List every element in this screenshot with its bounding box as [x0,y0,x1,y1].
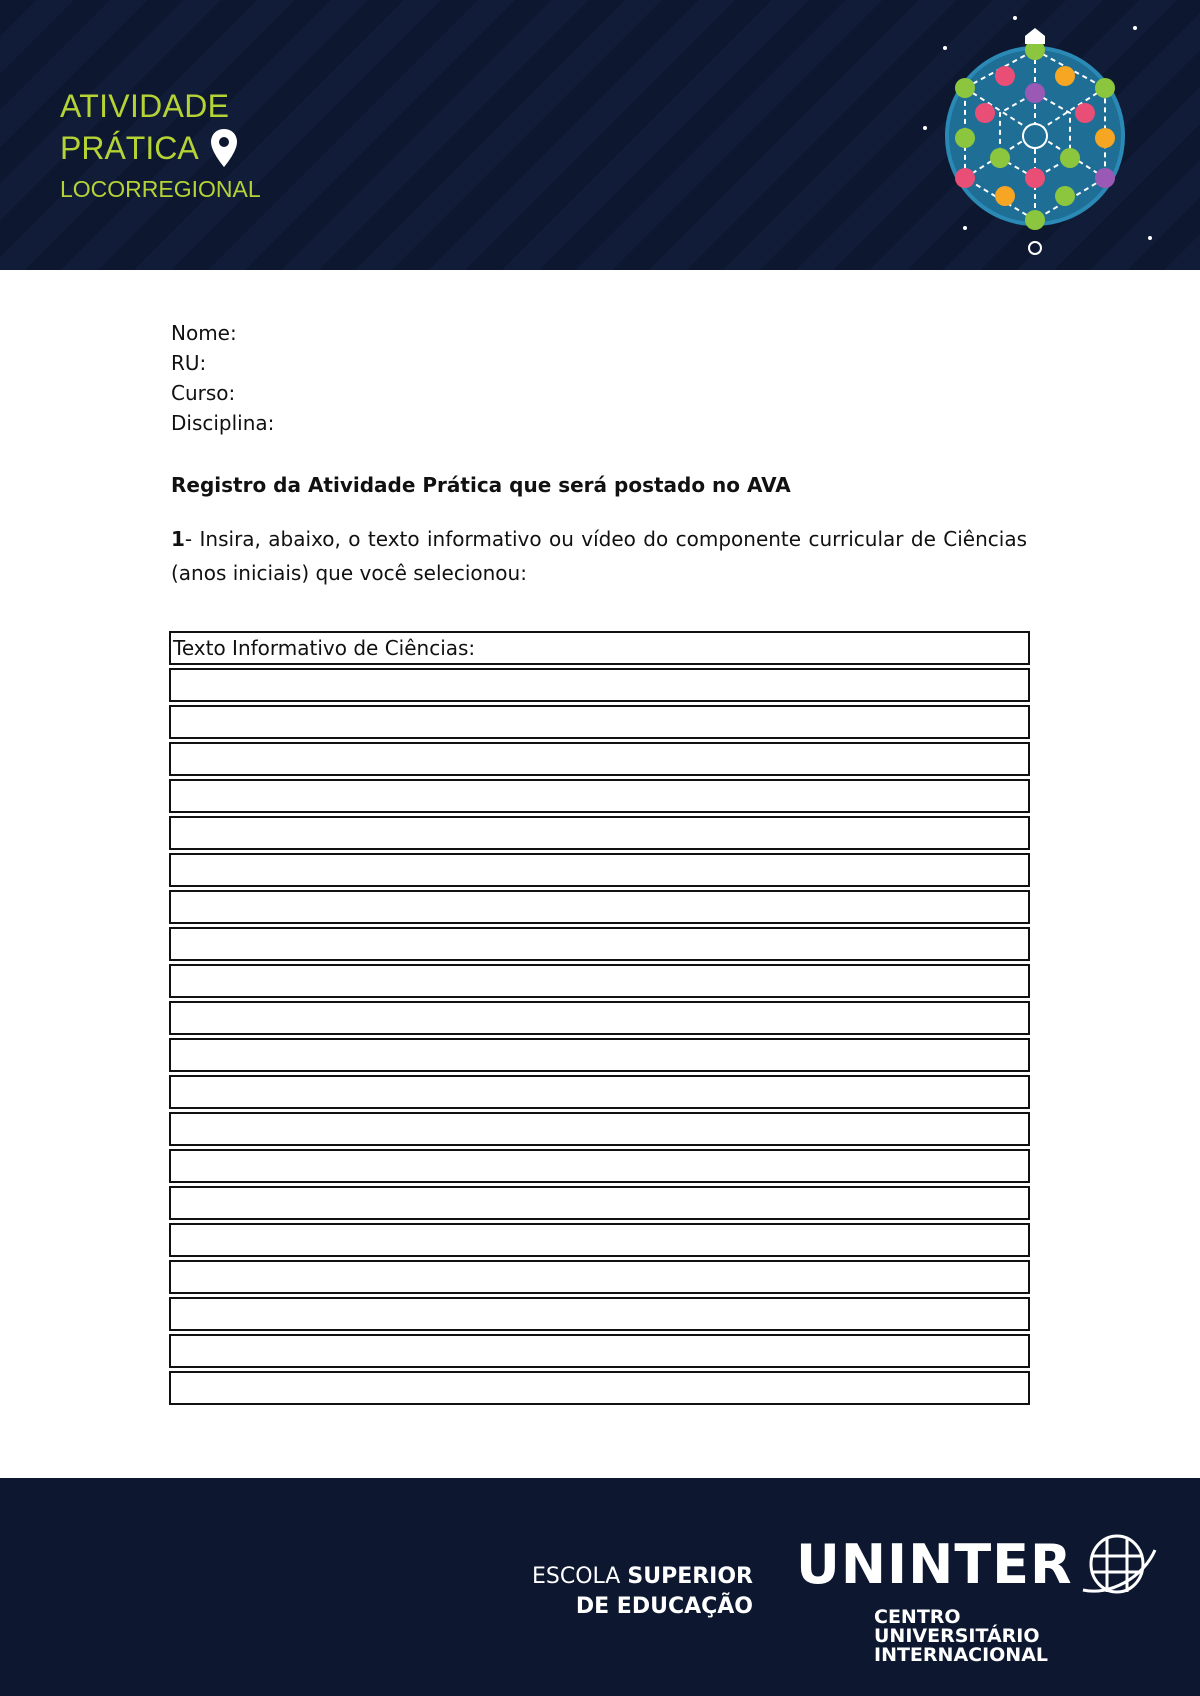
answer-line[interactable] [169,816,1030,850]
curso-label: Curso: [171,381,236,405]
answer-line[interactable] [169,964,1030,998]
uninter-sub3: INTERNACIONAL [874,1644,1049,1666]
escola-line1-bold: SUPERIOR [627,1564,753,1589]
answer-line[interactable] [169,668,1030,702]
answer-line[interactable] [169,853,1030,887]
uninter-sub1: CENTRO [874,1606,961,1628]
header-banner [0,0,1200,270]
brand-line-2-text: PRÁTICA [60,130,199,166]
answer-line[interactable] [169,1260,1030,1294]
answer-line[interactable] [169,1075,1030,1109]
answer-line[interactable] [169,705,1030,739]
uninter-logo [796,1530,1157,1665]
question-number: 1 [171,527,185,551]
answer-line[interactable] [169,742,1030,776]
form-content [171,318,1027,590]
answer-line[interactable] [169,1223,1030,1257]
section-title: Registro da Atividade Prática que será postado no AVA [171,473,791,497]
disciplina-label: Disciplina: [171,411,275,435]
uninter-name: UNINTER [796,1533,1073,1596]
answer-line[interactable] [169,890,1030,924]
people-network-globe-illustration [905,8,1165,263]
activity-brand [60,86,261,208]
answer-line[interactable] [169,1186,1030,1220]
answer-line[interactable] [169,1149,1030,1183]
globe-icon [1079,1530,1157,1600]
answer-line-header[interactable]: Texto Informativo de Ciências: [169,631,1030,665]
uninter-sub2: UNIVERSITÁRIO [874,1625,1040,1647]
answer-lines-table [169,631,1030,1408]
brand-line-2 [60,126,261,170]
escola-superior-logo [532,1562,753,1622]
answer-line[interactable] [169,927,1030,961]
answer-line[interactable] [169,1334,1030,1368]
escola-line1-light: ESCOLA [532,1564,621,1589]
answer-line[interactable] [169,1001,1030,1035]
escola-line2: DE EDUCAÇÃO [575,1594,753,1619]
location-pin-icon [209,127,239,169]
answer-line[interactable] [169,1038,1030,1072]
answer-line[interactable] [169,1371,1030,1405]
brand-line-1: ATIVIDADE [60,88,230,124]
answer-line[interactable] [169,779,1030,813]
answer-line[interactable] [169,1297,1030,1331]
question-text: - Insira, abaixo, o texto informativo ou vídeo do componente curricular de Ciências (anos iniciais) que você selecionou: [171,527,1027,585]
ru-label: RU: [171,351,207,375]
brand-line-3: LOCORREGIONAL [60,176,261,202]
answer-line[interactable] [169,1112,1030,1146]
question-1 [171,522,1027,590]
nome-label: Nome: [171,321,237,345]
